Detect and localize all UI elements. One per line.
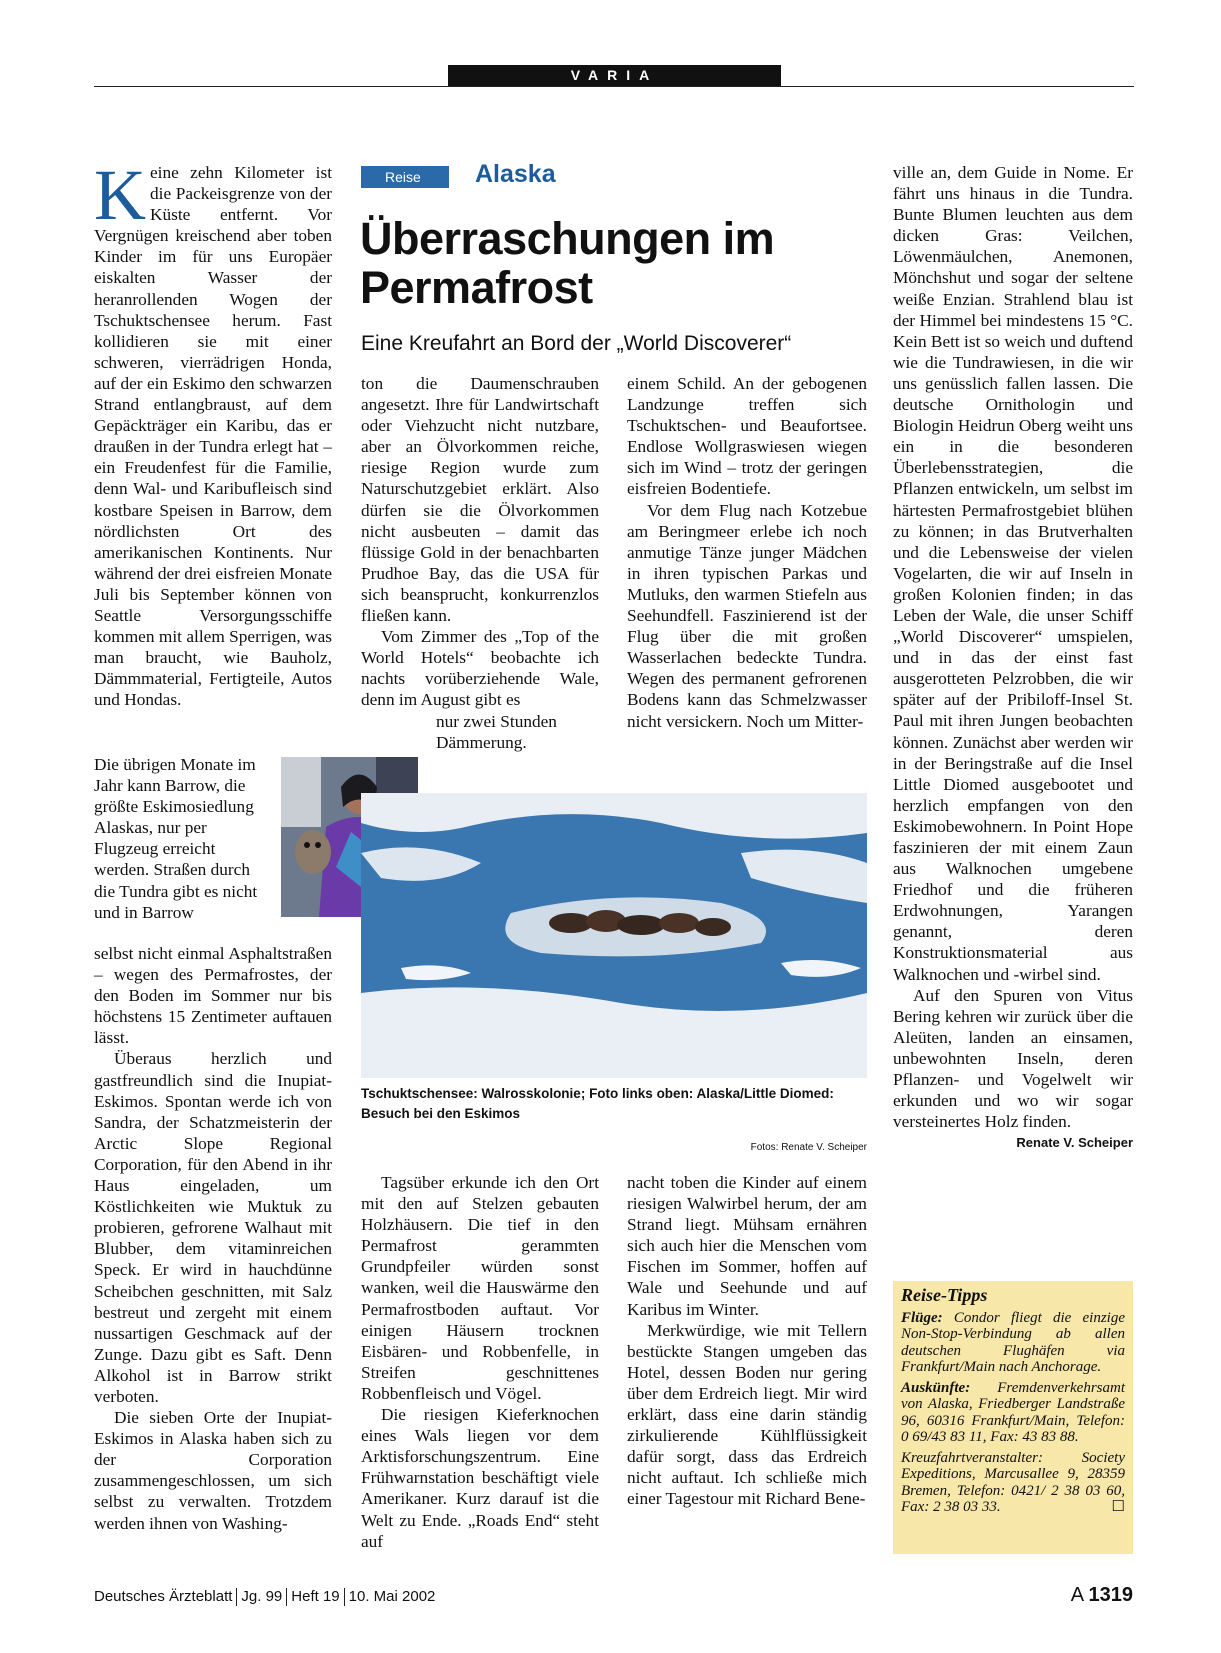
photo-walrus-colony-image bbox=[361, 793, 867, 1078]
subheadline: Eine Kreufahrt an Bord der „World Discoverer“ bbox=[361, 332, 792, 355]
photo-walrus-colony bbox=[361, 793, 867, 1078]
col1-paragraph-2: Überaus herzlich und gastfreundlich sind die Inupiat-Eskimos. Spontan werde ich von Sandra, der Schatzmeisterin der Arctic Slope Regional Corporation, für den Abend in ihr Haus eingeladen, um Köstlichkeiten wie Muktuk zu probieren, gefrorene Walhaut mit Blubber, dem vitaminreichen Speck. Er wird in hauchdünne Scheibchen geschnitten, mit Salz bestreut und zergeht mit einem nussartigen Geschmack auf der Zunge. Dazu gibt es Saft. Denn Alkohol ist in Barrow strikt verboten. bbox=[94, 1049, 332, 1406]
issue-date: 10. Mai 2002 bbox=[348, 1588, 436, 1605]
header-rule bbox=[94, 86, 1134, 87]
col4-paragraph-2: Auf den Spuren von Vitus Bering kehren wir zurück über die Aleüten, landen an einsamen, unbewohnten Inseln, deren Pflanzen- und Vogelwelt wir erkunden und wo wir sogar versteinertes Holz finden. Renate V. Scheiper bbox=[893, 985, 1133, 1133]
col2-top-text: ton die Daumenschrauben angesetzt. Ihre für Landwirtschaft oder Viehzucht nicht nutzbare, aber an Ölvorkommen reiche, riesige Region wurde zum Naturschutzgebiet erklärt. Also dürfen sie die Ölvorkommen nicht ausbeuten – damit das flüssige Gold in der benachbarten Prudhoe Bay, das die USA für sich beansprucht, konkurrenzlos fließen kann. bbox=[361, 374, 599, 626]
col2-bottom-paragraph-2: Die riesigen Kieferknochen eines Wals liegen vor dem Arktisforschungszentrum. Eine Frühwarnstation beschäftigt viele Amerikaner. Kurz darauf ist die Welt zu Ende. „Roads End“ steht auf bbox=[361, 1405, 599, 1551]
column-1-wrap bbox=[94, 754, 258, 923]
tips-cruise: Kreuzfahrtveranstalter: Society Expeditions, Marcusallee 9, 28359 Bremen, Telefon: 0421/ 2 38 03 60, Fax: 2 38 03 33. ☐ bbox=[901, 1449, 1125, 1515]
col1-lead: Keine zehn Kilometer ist die Packeisgrenze von der Küste entfernt. Vor Vergnügen kreischend aber toben Kinder im für uns Europäer eiskalten Wasser der heranrollenden Wogen der Tschuktschensee herum. Fast kollidieren sie mit einer schweren, vierrädrigen Honda, auf der ein Eskimo den schwarzen Strand entlangbraust, auf dem Gepäckträger ein Karibu, das er draußen in der Tundra erlegt hat – ein Freudenfest für die Familie, denn Wal- und Karibufleisch sind kostbare Speisen in Barrow, dem nördlichsten Ort des amerikanischen Kontinents. Nur während der drei eisfreien Monate Juli bis September können von Seattle Versorgungsschiffe kommen mit allem Sperrigen, was man braucht, wie Bauholz, Dämmmaterial, Fertigteile, Autos und Hondas. bbox=[94, 155, 332, 710]
tips-info: Auskünfte: Fremdenverkehrsamt von Alaska, Friedberger Landstraße 96, 60316 Frankfurt/Main, Telefon: 0 69/43 83 11, Fax: 43 83 88. bbox=[901, 1379, 1125, 1445]
column-1 bbox=[94, 155, 332, 710]
col1-paragraph-3: Die sieben Orte der Inupiat-Eskimos in Alaska haben sich zu der Corporation zusammengeschlossen, um sich selbst zu verwalten. Trotzdem werden ihnen von Washing- bbox=[94, 1408, 332, 1533]
column-1-rest bbox=[94, 943, 332, 1534]
headline: Überraschungen im Permafrost bbox=[360, 213, 775, 313]
column-3-bottom bbox=[627, 1172, 867, 1510]
col3-top-text: einem Schild. An der gebogenen Landzunge treffen sich Tschuktschen- und Beaufortsee. Endlose Wollgraswiesen wiegen sich im Wind – trotz der geringen eisfreien Bodentiefe. bbox=[627, 374, 867, 499]
col3-top-paragraph-2: Vor dem Flug nach Kotzebue am Beringmeer erlebe ich noch anmutige Tänze junger Mädchen in ihren typischen Parkas und Mutluks, den warmen Stiefeln aus Seehundfell. Faszinierend ist der Flug über die mit großen Wasserlachen bedeckte Tundra. Wegen des permanent gefrorenen Bodens kann das Schmelzwasser nicht versickern. Noch um Mitter- bbox=[627, 500, 867, 731]
footer-separator bbox=[344, 1588, 345, 1606]
kicker: Alaska bbox=[475, 160, 556, 188]
col3-bottom-paragraph-2: Merkwürdige, wie mit Tellern bestückte Stangen umgeben das Hotel, dessen Boden nur gering über dem Erdreich liegt. Mir wird erklärt, dass eine darin ständig zirkulierende Kühlflüssigkeit dafür sorgt, dass das Erdreich nicht auftaut. Ich schließe mich einer Tagestour mit Richard Bene- bbox=[627, 1320, 867, 1509]
issue: Heft 19 bbox=[291, 1588, 340, 1605]
photo-caption: Tschuktschensee: Walrosskolonie; Foto links oben: Alaska/Little Diomed: Besuch bei den Eskimos bbox=[361, 1086, 834, 1121]
tips-title: Reise-Tipps bbox=[901, 1285, 988, 1305]
column-2-bottom bbox=[361, 1172, 599, 1552]
photo-credit: Fotos: Renate V. Scheiper bbox=[750, 1142, 867, 1153]
col4-paragraph-1: ville an, dem Guide in Nome. Er fährt uns hinaus in die Tundra. Bunte Blumen leuchten aus dem dicken Gras: Veilchen, Löwenmäulchen, Anemonen, Mönchshut und sogar der seltene weiße Enzian. Strahlend blau ist der Himmel bei mindestens 15 °C. Kein Bett ist so weich und duftend wie die Tundrawiesen, in die wir uns genüsslich fallen lassen. Die deutsche Ornithologin und Biologin Heidrun Oberg weiht uns ein in die besonderen Überlebensstrategien, die Pflanzen entwickeln, um selbst im härtesten Permafrostgebiet blühen zu können; in das Brutverhalten und die Lebensweise der vielen Vogelarten, die wir auf Inseln in großen Kolonien finden; in das Leben der Wale, die unser Schiff „World Discoverer“ umspielen, und in das der einst fast ausgerotteten Pelzrobben, die wir später auf der Pribiloff-Insel St. Paul mit ihren Jungen beobachten können. Zunächst aber werden wir in der Beringstraße auf die Insel Little Diomed ausgebootet und herzlich empfangen von den Eskimobewohnern. In Point Hope faszinieren der mit einem Zaun aus Walknochen umgebene Friedhof und die früheren Erdwohnungen, Yarangen genannt, deren Konstruktionsmaterial aus Walknochen und -wirbel sind. bbox=[893, 163, 1133, 984]
column-3-top bbox=[627, 373, 867, 732]
page-footer bbox=[94, 1588, 435, 1606]
col1-wrap-text: Die übrigen Monate im Jahr kann Barrow, die größte Eskimosiedlung Alaskas, nur per Flugzeug erreicht werden. Straßen durch die Tundra gibt es nicht und in Barrow bbox=[94, 755, 258, 922]
end-mark-icon: ☐ bbox=[1111, 1499, 1125, 1515]
page-number: A 1319 bbox=[1070, 1584, 1133, 1606]
tips-flights: Flüge: Condor fliegt die einzige Non-Stop-Verbindung ab allen deutschen Flughäfen via Frankfurt/Main nach Anchorage. bbox=[901, 1309, 1126, 1375]
drop-cap: K bbox=[94, 155, 146, 235]
footer-separator bbox=[286, 1588, 287, 1606]
footer-separator bbox=[236, 1588, 237, 1606]
byline: Renate V. Scheiper bbox=[1016, 1135, 1133, 1151]
col2-top-paragraph-2-end: nur zwei Stunden Dämmerung. bbox=[436, 711, 557, 752]
col3-bottom-paragraph-1: nacht toben die Kinder auf einem riesigen Walwirbel herum, der am Strand liegt. Mühsam ernähren sich auch hier die Menschen vom Fischen im Sommer, hoffen auf Wale und Seehunde und auf Karibus im Winter. bbox=[627, 1173, 867, 1319]
volume: Jg. 99 bbox=[241, 1588, 283, 1605]
col2-bottom-paragraph-1: Tagsüber erkunde ich den Ort mit den auf Stelzen gebauten Holzhäusern. Die tief in den Permafrost gerammten Grundpfeiler würden sonst wanken, weil die Hauswärme den Permafrostboden auftaut. Vor einigen Häusern trocknen Eisbären- und Robbenfelle, in Streifen geschnittenes Robbenfleisch und Vögel. bbox=[361, 1173, 599, 1403]
col2-top-paragraph-2: Vom Zimmer des „Top of the World Hotels“ beobachte ich nachts vorüberziehende Wale, denn im August gibt es bbox=[361, 627, 599, 710]
category-tag: Reise bbox=[361, 166, 449, 188]
col1-rest-text: selbst nicht einmal Asphaltstraßen – wegen des Permafrostes, der den Boden im Sommer nur bis höchstens 15 Zentimeter auftauen lässt. bbox=[94, 944, 332, 1048]
travel-tips-box bbox=[893, 1281, 1133, 1554]
column-2-top bbox=[361, 373, 599, 753]
journal-name: Deutsches Ärzteblatt bbox=[94, 1588, 233, 1605]
section-label: VARIA bbox=[448, 65, 781, 86]
column-4 bbox=[893, 162, 1133, 1153]
